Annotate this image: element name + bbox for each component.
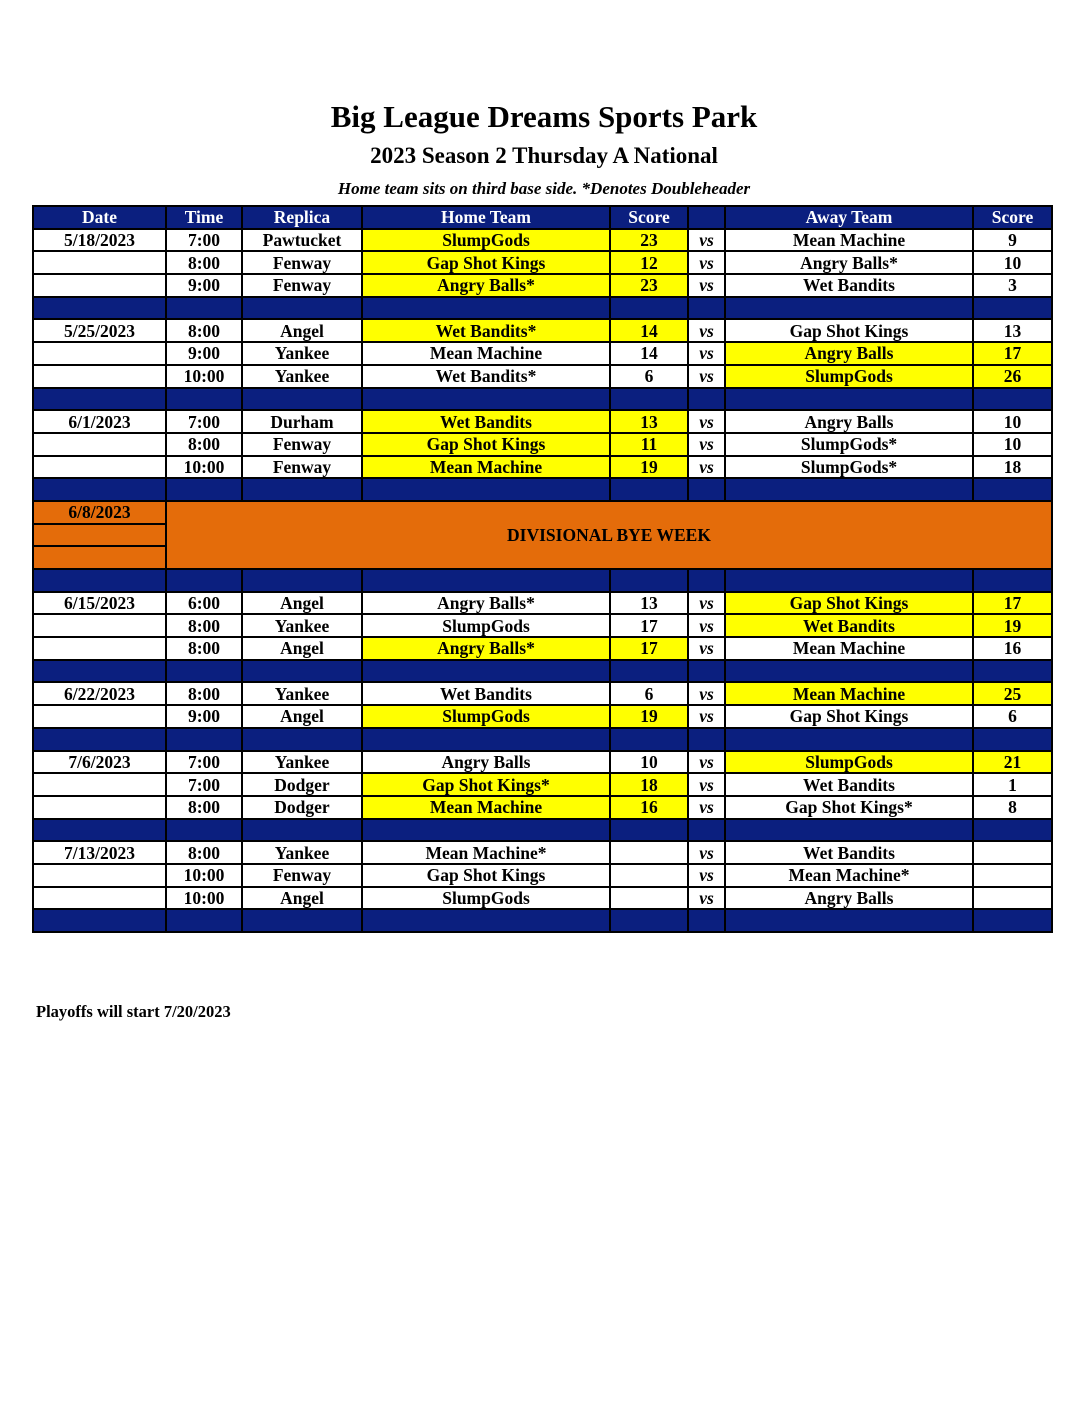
away-score: 16	[973, 637, 1052, 660]
game-row	[33, 682, 1052, 705]
game-row	[33, 751, 1052, 774]
separator-cell	[973, 569, 1052, 592]
separator-cell	[725, 297, 973, 320]
col-home-score: Score	[610, 206, 688, 229]
col-away-team: Away Team	[725, 206, 973, 229]
separator-cell	[33, 297, 166, 320]
home-score: 13	[610, 592, 688, 615]
home-team: Mean Machine	[362, 796, 610, 819]
away-score: 17	[973, 592, 1052, 615]
game-row	[33, 456, 1052, 479]
separator-cell	[362, 388, 610, 411]
home-team: Gap Shot Kings	[362, 433, 610, 456]
game-time: 6:00	[166, 592, 242, 615]
separator-cell	[610, 388, 688, 411]
separator-cell	[362, 569, 610, 592]
away-team: Wet Bandits	[725, 841, 973, 864]
playoffs-note: Playoffs will start 7/20/2023	[36, 1002, 231, 1021]
home-team: SlumpGods	[362, 614, 610, 637]
page-title: Big League Dreams Sports Park	[330, 99, 758, 134]
game-time: 10:00	[166, 456, 242, 479]
separator-cell	[362, 660, 610, 683]
separator-cell	[166, 478, 242, 501]
home-score: 6	[610, 682, 688, 705]
game-row	[33, 592, 1052, 615]
game-time: 8:00	[166, 682, 242, 705]
schedule-table	[32, 205, 1053, 933]
away-score: 6	[973, 705, 1052, 728]
away-score: 18	[973, 456, 1052, 479]
home-team: Wet Bandits*	[362, 319, 610, 342]
away-team: SlumpGods	[725, 365, 973, 388]
game-time: 7:00	[166, 751, 242, 774]
separator-cell	[33, 388, 166, 411]
separator-cell	[610, 728, 688, 751]
game-time: 8:00	[166, 433, 242, 456]
separator-cell	[610, 660, 688, 683]
vs-label: vs	[688, 365, 725, 388]
vs-label: vs	[688, 229, 725, 252]
game-row	[33, 342, 1052, 365]
game-date	[33, 887, 166, 910]
separator-cell	[688, 909, 725, 932]
separator-cell	[362, 728, 610, 751]
home-team: Angry Balls*	[362, 274, 610, 297]
away-team: Gap Shot Kings	[725, 319, 973, 342]
separator-row	[33, 728, 1052, 751]
away-team: SlumpGods	[725, 751, 973, 774]
vs-label: vs	[688, 456, 725, 479]
away-score: 9	[973, 229, 1052, 252]
separator-cell	[242, 297, 362, 320]
game-date	[33, 251, 166, 274]
away-team: SlumpGods*	[725, 456, 973, 479]
game-time: 7:00	[166, 773, 242, 796]
game-replica: Fenway	[242, 456, 362, 479]
vs-label: vs	[688, 342, 725, 365]
vs-label: vs	[688, 637, 725, 660]
game-date	[33, 342, 166, 365]
away-team: Mean Machine	[725, 637, 973, 660]
game-replica: Angel	[242, 592, 362, 615]
game-date	[33, 456, 166, 479]
game-date	[33, 433, 166, 456]
separator-cell	[688, 728, 725, 751]
vs-label: vs	[688, 410, 725, 433]
col-replica: Replica	[242, 206, 362, 229]
separator-row	[33, 569, 1052, 592]
away-team: Wet Bandits	[725, 773, 973, 796]
game-replica: Yankee	[242, 682, 362, 705]
vs-label: vs	[688, 433, 725, 456]
home-team: SlumpGods	[362, 887, 610, 910]
game-time: 8:00	[166, 841, 242, 864]
home-team: Angry Balls*	[362, 592, 610, 615]
home-score: 19	[610, 705, 688, 728]
home-score: 23	[610, 274, 688, 297]
game-date: 7/6/2023	[33, 751, 166, 774]
separator-cell	[362, 909, 610, 932]
game-time: 8:00	[166, 614, 242, 637]
game-row	[33, 614, 1052, 637]
separator-cell	[725, 478, 973, 501]
vs-label: vs	[688, 274, 725, 297]
home-team: Mean Machine*	[362, 841, 610, 864]
away-team: Wet Bandits	[725, 614, 973, 637]
game-row	[33, 773, 1052, 796]
game-row	[33, 319, 1052, 342]
away-score: 17	[973, 342, 1052, 365]
separator-cell	[973, 478, 1052, 501]
game-time: 10:00	[166, 365, 242, 388]
away-score: 13	[973, 319, 1052, 342]
home-score	[610, 887, 688, 910]
away-team: Angry Balls	[725, 410, 973, 433]
away-team: Wet Bandits	[725, 274, 973, 297]
separator-row	[33, 660, 1052, 683]
bye-cell	[33, 524, 166, 547]
game-replica: Dodger	[242, 796, 362, 819]
separator-cell	[973, 728, 1052, 751]
separator-cell	[688, 388, 725, 411]
separator-cell	[725, 569, 973, 592]
home-score	[610, 841, 688, 864]
separator-row	[33, 819, 1052, 842]
separator-cell	[688, 819, 725, 842]
home-team: Angry Balls	[362, 751, 610, 774]
away-score	[973, 864, 1052, 887]
vs-label: vs	[688, 887, 725, 910]
separator-cell	[242, 909, 362, 932]
game-replica: Fenway	[242, 433, 362, 456]
home-team: Mean Machine	[362, 456, 610, 479]
separator-cell	[688, 297, 725, 320]
away-team: Gap Shot Kings	[725, 705, 973, 728]
vs-label: vs	[688, 251, 725, 274]
home-score: 17	[610, 614, 688, 637]
bye-row	[33, 501, 1052, 524]
game-time: 8:00	[166, 319, 242, 342]
game-time: 10:00	[166, 887, 242, 910]
game-time: 9:00	[166, 274, 242, 297]
game-replica: Angel	[242, 319, 362, 342]
separator-cell	[166, 819, 242, 842]
away-score	[973, 887, 1052, 910]
game-time: 8:00	[166, 251, 242, 274]
separator-cell	[688, 660, 725, 683]
separator-cell	[973, 297, 1052, 320]
separator-cell	[610, 569, 688, 592]
vs-label: vs	[688, 841, 725, 864]
bye-cell	[33, 546, 166, 569]
home-team: Gap Shot Kings	[362, 864, 610, 887]
separator-cell	[242, 660, 362, 683]
game-replica: Dodger	[242, 773, 362, 796]
game-date: 5/18/2023	[33, 229, 166, 252]
home-team: Gap Shot Kings	[362, 251, 610, 274]
away-score: 25	[973, 682, 1052, 705]
schedule-body	[33, 229, 1052, 932]
game-row	[33, 410, 1052, 433]
away-score: 1	[973, 773, 1052, 796]
away-score: 10	[973, 433, 1052, 456]
game-row	[33, 887, 1052, 910]
home-score	[610, 864, 688, 887]
home-score: 19	[610, 456, 688, 479]
col-date: Date	[33, 206, 166, 229]
separator-cell	[33, 569, 166, 592]
game-row	[33, 365, 1052, 388]
game-replica: Yankee	[242, 751, 362, 774]
col-time: Time	[166, 206, 242, 229]
separator-cell	[242, 728, 362, 751]
game-replica: Yankee	[242, 614, 362, 637]
separator-cell	[610, 819, 688, 842]
separator-cell	[166, 909, 242, 932]
game-row	[33, 229, 1052, 252]
game-replica: Yankee	[242, 365, 362, 388]
separator-cell	[362, 297, 610, 320]
game-replica: Angel	[242, 637, 362, 660]
col-vs	[688, 206, 725, 229]
home-score: 12	[610, 251, 688, 274]
away-score: 21	[973, 751, 1052, 774]
home-score: 17	[610, 637, 688, 660]
home-score: 10	[610, 751, 688, 774]
separator-cell	[725, 909, 973, 932]
home-team: Mean Machine	[362, 342, 610, 365]
separator-cell	[166, 660, 242, 683]
game-row	[33, 705, 1052, 728]
home-score: 16	[610, 796, 688, 819]
separator-cell	[610, 478, 688, 501]
separator-row	[33, 297, 1052, 320]
separator-cell	[973, 819, 1052, 842]
separator-cell	[362, 819, 610, 842]
home-team: SlumpGods	[362, 229, 610, 252]
home-score: 14	[610, 319, 688, 342]
separator-cell	[33, 819, 166, 842]
game-time: 10:00	[166, 864, 242, 887]
separator-cell	[725, 388, 973, 411]
away-team: Angry Balls	[725, 887, 973, 910]
game-date	[33, 705, 166, 728]
game-row	[33, 796, 1052, 819]
away-team: Angry Balls*	[725, 251, 973, 274]
game-replica: Fenway	[242, 864, 362, 887]
home-team: SlumpGods	[362, 705, 610, 728]
vs-label: vs	[688, 614, 725, 637]
game-date	[33, 365, 166, 388]
home-score: 23	[610, 229, 688, 252]
game-date: 6/22/2023	[33, 682, 166, 705]
vs-label: vs	[688, 592, 725, 615]
game-row	[33, 864, 1052, 887]
separator-cell	[166, 569, 242, 592]
separator-cell	[973, 388, 1052, 411]
header-row	[33, 206, 1052, 229]
page-subtitle: 2023 Season 2 Thursday A National	[370, 143, 718, 168]
separator-cell	[725, 819, 973, 842]
home-team: Angry Balls*	[362, 637, 610, 660]
vs-label: vs	[688, 864, 725, 887]
game-date	[33, 637, 166, 660]
col-home-team: Home Team	[362, 206, 610, 229]
game-row	[33, 637, 1052, 660]
home-team: Wet Bandits	[362, 410, 610, 433]
separator-cell	[33, 909, 166, 932]
separator-row	[33, 388, 1052, 411]
separator-cell	[725, 660, 973, 683]
game-time: 9:00	[166, 342, 242, 365]
away-score	[973, 841, 1052, 864]
vs-label: vs	[688, 682, 725, 705]
game-replica: Fenway	[242, 251, 362, 274]
away-team: Mean Machine*	[725, 864, 973, 887]
away-score: 19	[973, 614, 1052, 637]
vs-label: vs	[688, 796, 725, 819]
separator-cell	[610, 297, 688, 320]
game-time: 7:00	[166, 410, 242, 433]
game-replica: Angel	[242, 705, 362, 728]
separator-cell	[33, 728, 166, 751]
separator-cell	[33, 478, 166, 501]
separator-row	[33, 909, 1052, 932]
game-date	[33, 274, 166, 297]
game-date	[33, 864, 166, 887]
home-score: 14	[610, 342, 688, 365]
game-replica: Durham	[242, 410, 362, 433]
vs-label: vs	[688, 319, 725, 342]
away-score: 26	[973, 365, 1052, 388]
home-score: 18	[610, 773, 688, 796]
game-date	[33, 796, 166, 819]
game-row	[33, 251, 1052, 274]
separator-cell	[242, 388, 362, 411]
away-team: Gap Shot Kings	[725, 592, 973, 615]
game-time: 7:00	[166, 229, 242, 252]
separator-cell	[166, 388, 242, 411]
away-team: SlumpGods*	[725, 433, 973, 456]
vs-label: vs	[688, 773, 725, 796]
away-team: Angry Balls	[725, 342, 973, 365]
away-score: 10	[973, 251, 1052, 274]
game-replica: Fenway	[242, 274, 362, 297]
col-away-score: Score	[973, 206, 1052, 229]
away-team: Gap Shot Kings*	[725, 796, 973, 819]
separator-cell	[242, 569, 362, 592]
separator-row	[33, 478, 1052, 501]
away-team: Mean Machine	[725, 682, 973, 705]
game-date: 6/15/2023	[33, 592, 166, 615]
separator-cell	[688, 569, 725, 592]
away-score: 8	[973, 796, 1052, 819]
game-row	[33, 433, 1052, 456]
away-score: 10	[973, 410, 1052, 433]
game-replica: Pawtucket	[242, 229, 362, 252]
separator-cell	[166, 728, 242, 751]
game-row	[33, 274, 1052, 297]
bye-week-label: DIVISIONAL BYE WEEK	[166, 501, 1052, 569]
vs-label: vs	[688, 751, 725, 774]
home-score: 11	[610, 433, 688, 456]
game-date	[33, 614, 166, 637]
game-time: 8:00	[166, 796, 242, 819]
game-time: 9:00	[166, 705, 242, 728]
home-team: Wet Bandits	[362, 682, 610, 705]
game-date: 5/25/2023	[33, 319, 166, 342]
separator-cell	[973, 660, 1052, 683]
home-team: Gap Shot Kings*	[362, 773, 610, 796]
schedule-note: Home team sits on third base side. *Denotes Doubleheader	[337, 179, 751, 198]
home-score: 6	[610, 365, 688, 388]
game-date: 6/1/2023	[33, 410, 166, 433]
home-team: Wet Bandits*	[362, 365, 610, 388]
game-time: 8:00	[166, 637, 242, 660]
separator-cell	[973, 909, 1052, 932]
game-date	[33, 773, 166, 796]
separator-cell	[610, 909, 688, 932]
separator-cell	[362, 478, 610, 501]
separator-cell	[242, 478, 362, 501]
separator-cell	[242, 819, 362, 842]
separator-cell	[33, 660, 166, 683]
game-date: 7/13/2023	[33, 841, 166, 864]
separator-cell	[688, 478, 725, 501]
vs-label: vs	[688, 705, 725, 728]
away-team: Mean Machine	[725, 229, 973, 252]
game-replica: Angel	[242, 887, 362, 910]
separator-cell	[725, 728, 973, 751]
bye-date: 6/8/2023	[33, 501, 166, 524]
away-score: 3	[973, 274, 1052, 297]
game-row	[33, 841, 1052, 864]
game-replica: Yankee	[242, 841, 362, 864]
home-score: 13	[610, 410, 688, 433]
separator-cell	[166, 297, 242, 320]
game-replica: Yankee	[242, 342, 362, 365]
